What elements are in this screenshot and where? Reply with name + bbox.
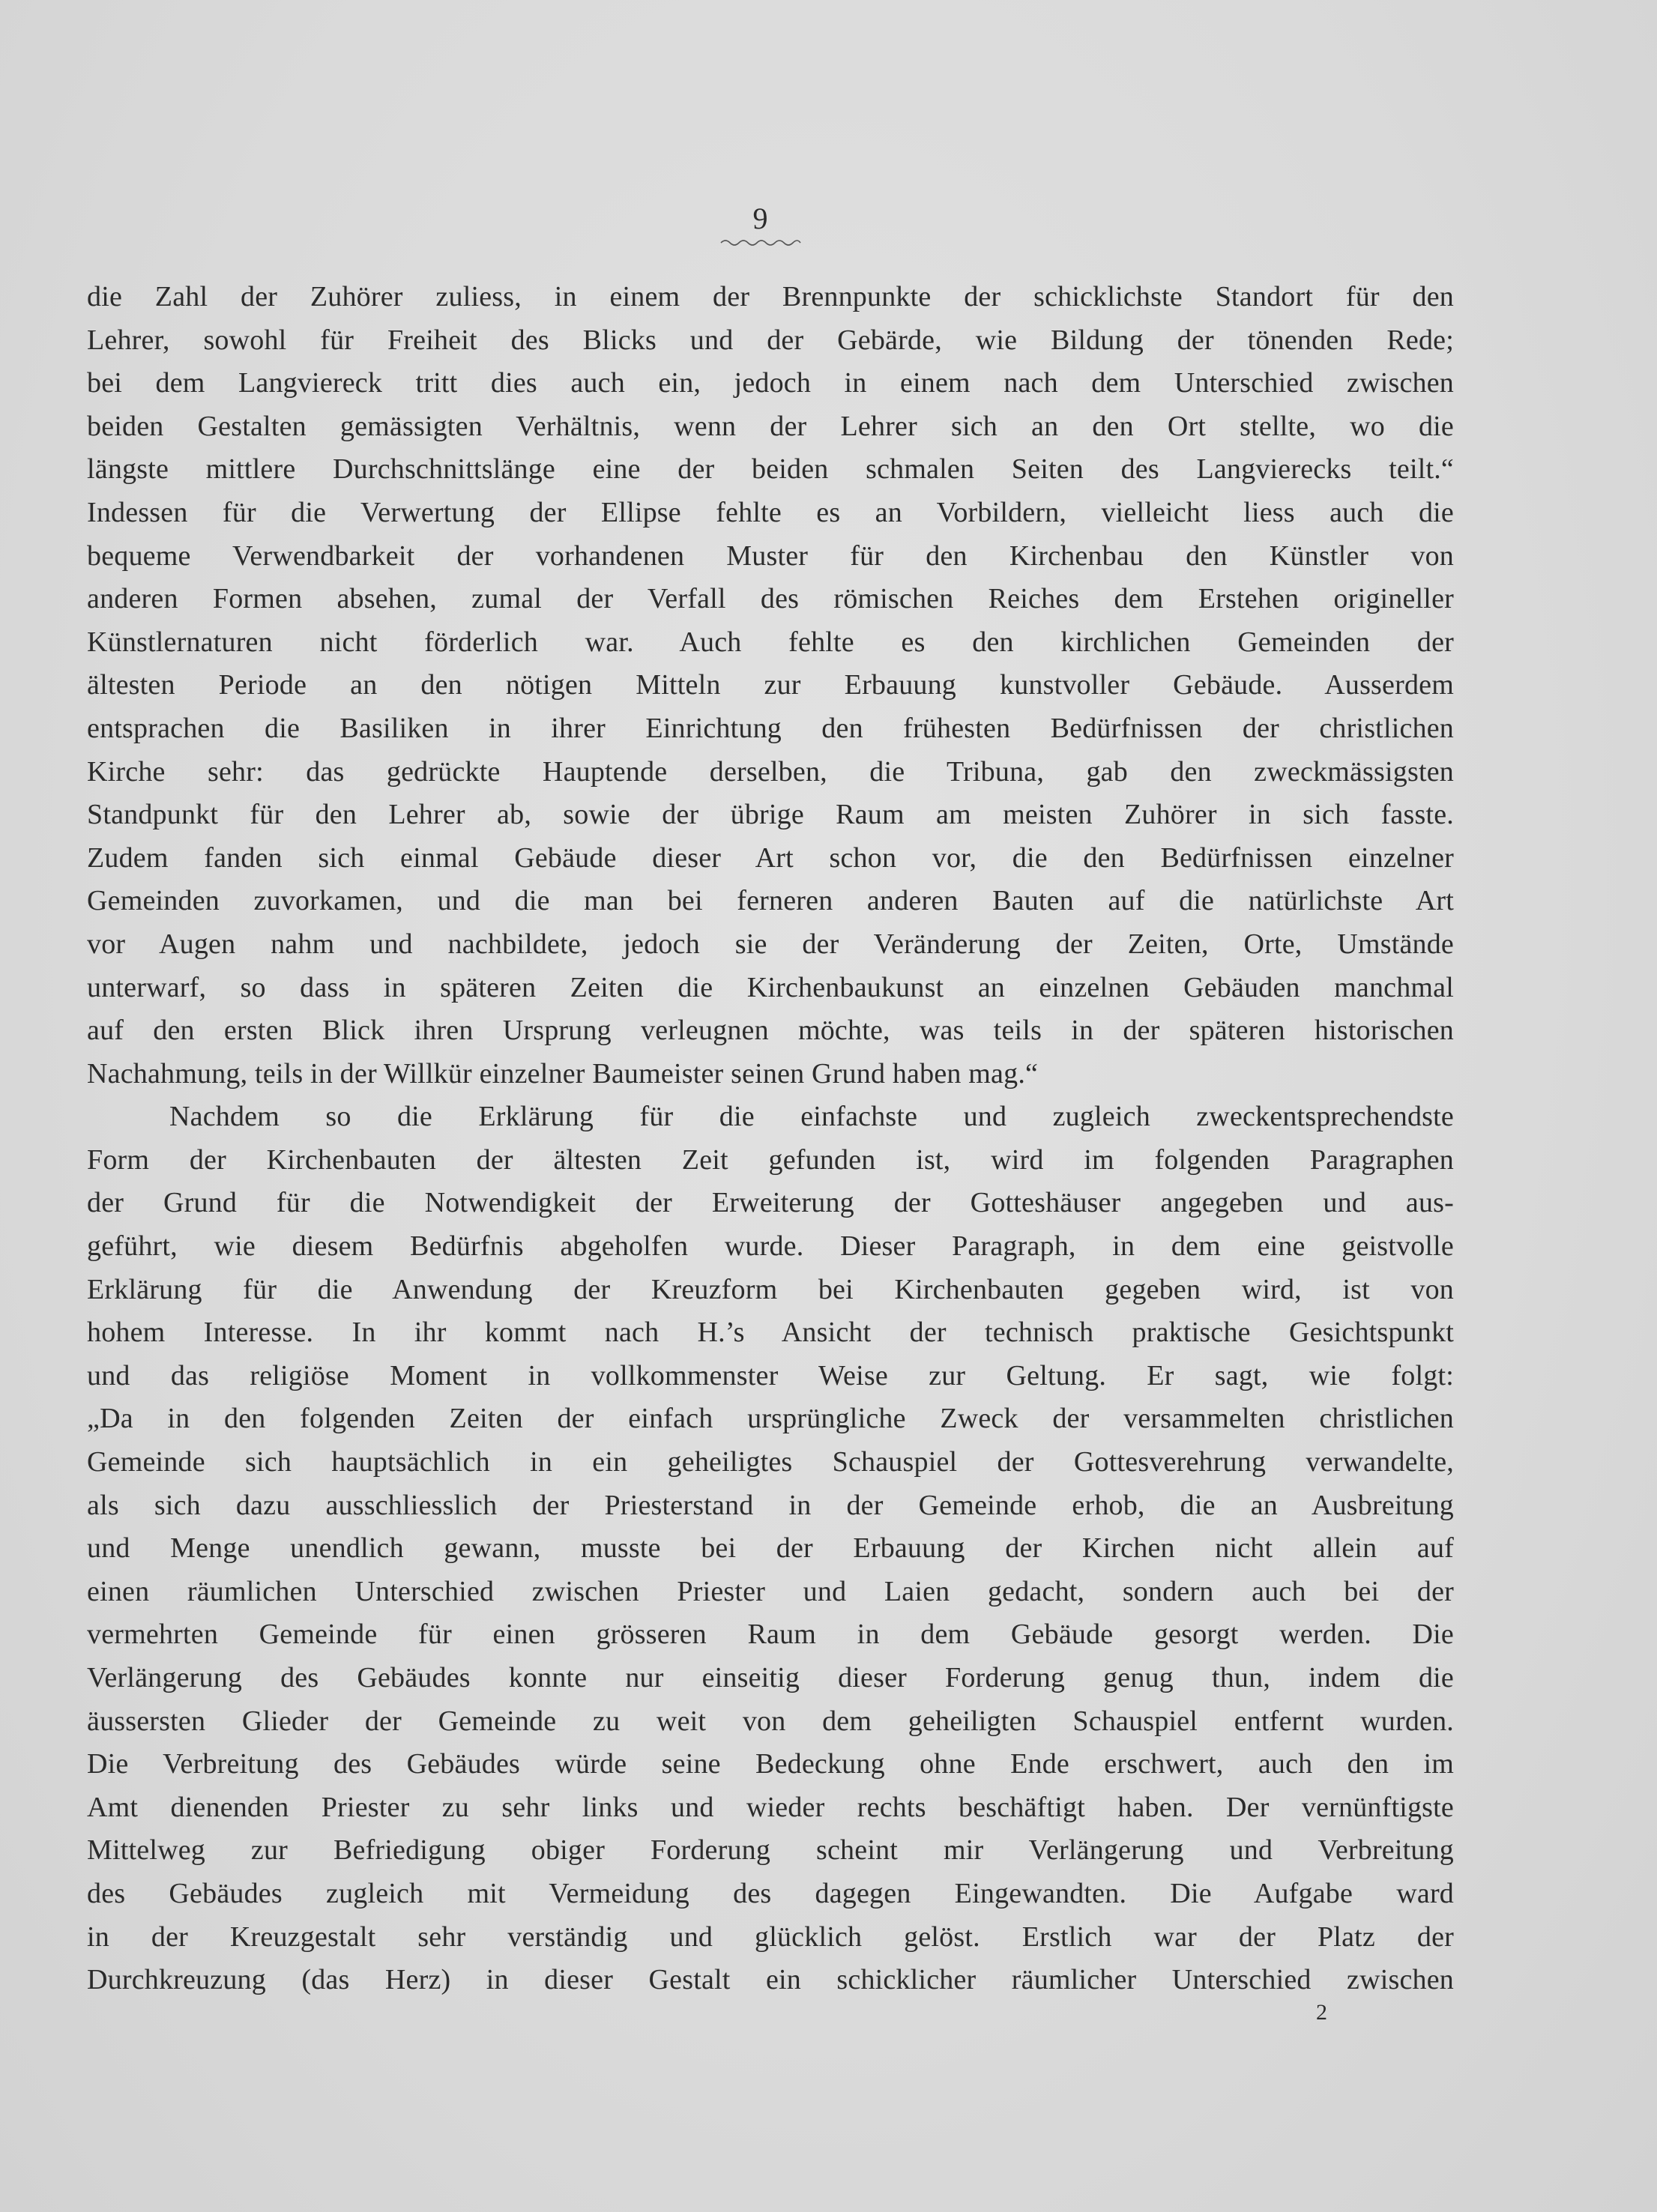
body-text: [87, 276, 1454, 2045]
text-line-27: „Da in den folgenden Zeiten der einfach ursprüngliche Zweck der versammelten christlichen: [87, 1403, 1454, 1435]
text-line-41: [87, 2002, 1454, 2046]
text-line-34: äussersten Glieder der Gemeinde zu weit von dem geheiligten Schauspiel entfernt wurden.: [87, 1705, 1454, 1737]
text-line-31: einen räumlichen Unterschied zwischen Priester und Laien gedacht, sondern auch bei der: [87, 1575, 1454, 1607]
text-line-23: geführt, wie diesem Bedürfnis abgeholfen wurde. Dieser Paragraph, in dem eine geistvolle: [87, 1230, 1454, 1263]
text-line-26: und das religiöse Moment in vollkommenster Weise zur Geltung. Er sagt, wie folgt:: [87, 1359, 1454, 1391]
text-line-18: auf den ersten Blick ihren Ursprung verleugnen möchte, was teils in der späteren historischen: [87, 1015, 1454, 1047]
text-line-32: vermehrten Gemeinde für einen grösseren Raum in dem Gebäude gesorgt werden. Die: [87, 1619, 1454, 1651]
text-line-19: Nachahmung, teils in der Willkür einzelner Baumeister seinen Grund haben mag.“: [87, 1057, 1039, 1090]
text-line-11: entsprachen die Basiliken in ihrer Einrichtung den frühesten Bedürfnissen der christlichen: [87, 712, 1454, 744]
text-line-6: Indessen für die Verwertung der Ellipse fehlte es an Vorbildern, vielleicht liess auch die: [87, 496, 1454, 528]
text-line-5: längste mittlere Durchschnittslänge eine der beiden schmalen Seiten des Langvierecks teilt.“: [87, 453, 1454, 486]
text-line-15: Gemeinden zuvorkamen, und die man bei ferneren anderen Bauten auf die natürlichste Art: [87, 885, 1454, 917]
text-line-36: Amt dienenden Priester zu sehr links und wieder rechts beschäftigt haben. Der vernünftigste: [87, 1791, 1454, 1823]
text-line-37: Mittelweg zur Befriedigung obiger Forderung scheint mir Verlängerung und Verbreitung: [87, 1834, 1454, 1867]
text-line-33: Verlängerung des Gebäudes konnte nur einseitig dieser Forderung genug thun, indem die: [87, 1662, 1454, 1693]
text-line-40: Durchkreuzung (das Herz) in dieser Gestalt ein schicklicher räumlicher Unterschied zwischen: [87, 1964, 1454, 1996]
text-line-22: der Grund für die Notwendigkeit der Erweiterung der Gotteshäuser angegeben und aus-: [87, 1187, 1454, 1219]
text-line-28: Gemeinde sich hauptsächlich in ein geheiligtes Schauspiel der Gottesverehrung verwandelte,: [87, 1446, 1454, 1478]
text-line-8: anderen Formen absehen, zumal der Verfall des römischen Reiches dem Erstehen origineller: [87, 583, 1454, 615]
text-line-3: bei dem Langviereck tritt dies auch ein, jedoch in einem nach dem Unterschied zwischen: [87, 367, 1454, 399]
text-line-1: die Zahl der Zuhörer zuliess, in einem der Brennpunkte der schicklichste Standort für den: [87, 281, 1454, 312]
text-line-7: bequeme Verwendbarkeit der vorhandenen Muster für den Kirchenbau den Künstler von: [87, 540, 1454, 572]
page-number: 9: [752, 202, 769, 235]
text-line-35: Die Verbreitung des Gebäudes würde seine Bedeckung ohne Ende erschwert, auch den im: [87, 1748, 1454, 1780]
text-line-9: Künstlernaturen nicht förderlich war. Auch fehlte es den kirchlichen Gemeinden der: [87, 626, 1454, 658]
text-line-20: Nachdem so die Erklärung für die einfachste und zugleich zweckentsprechendste: [169, 1101, 1454, 1133]
text-line-10: ältesten Periode an den nötigen Mitteln zur Erbauung kunstvoller Gebäude. Ausserdem: [87, 669, 1454, 701]
wavy-ornament: [719, 238, 802, 247]
text-line-13: Standpunkt für den Lehrer ab, sowie der übrige Raum am meisten Zuhörer in sich fasste.: [87, 799, 1454, 831]
text-line-38: des Gebäudes zugleich mit Vermeidung des dagegen Eingewandten. Die Aufgabe ward: [87, 1877, 1454, 1909]
text-line-4: beiden Gestalten gemässigten Verhältnis, wenn der Lehrer sich an den Ort stellte, wo die: [87, 410, 1454, 442]
printer-signature-mark: 2: [1316, 2000, 1327, 2025]
text-line-16: vor Augen nahm und nachbildete, jedoch sie der Veränderung der Zeiten, Orte, Umstände: [87, 928, 1454, 960]
text-line-25: hohem Interesse. In ihr kommt nach H.’s Ansicht der technisch praktische Gesichtspunkt: [87, 1317, 1454, 1349]
text-line-2: Lehrer, sowohl für Freiheit des Blicks und der Gebärde, wie Bildung der tönenden Rede;: [87, 324, 1454, 356]
text-line-30: und Menge unendlich gewann, musste bei der Erbauung der Kirchen nicht allein auf: [87, 1532, 1454, 1565]
text-line-21: Form der Kirchenbauten der ältesten Zeit gefunden ist, wird im folgenden Paragraphen: [87, 1143, 1454, 1176]
text-line-39: in der Kreuzgestalt sehr verständig und glücklich gelöst. Erstlich war der Platz der: [87, 1921, 1454, 1953]
text-line-29: als sich dazu ausschliesslich der Priesterstand in der Gemeinde erhob, die an Ausbreitung: [87, 1489, 1454, 1521]
text-line-17: unterwarf, so dass in späteren Zeiten die Kirchenbaukunst an einzelnen Gebäuden manchmal: [87, 971, 1454, 1003]
text-line-24: Erklärung für die Anwendung der Kreuzform bei Kirchenbauten gegeben wird, ist von: [87, 1273, 1454, 1305]
text-line-14: Zudem fanden sich einmal Gebäude dieser Art schon vor, die den Bedürfnissen einzelner: [87, 841, 1454, 874]
text-line-12: Kirche sehr: das gedrückte Hauptende derselben, die Tribuna, gab den zweckmässigsten: [87, 755, 1454, 788]
